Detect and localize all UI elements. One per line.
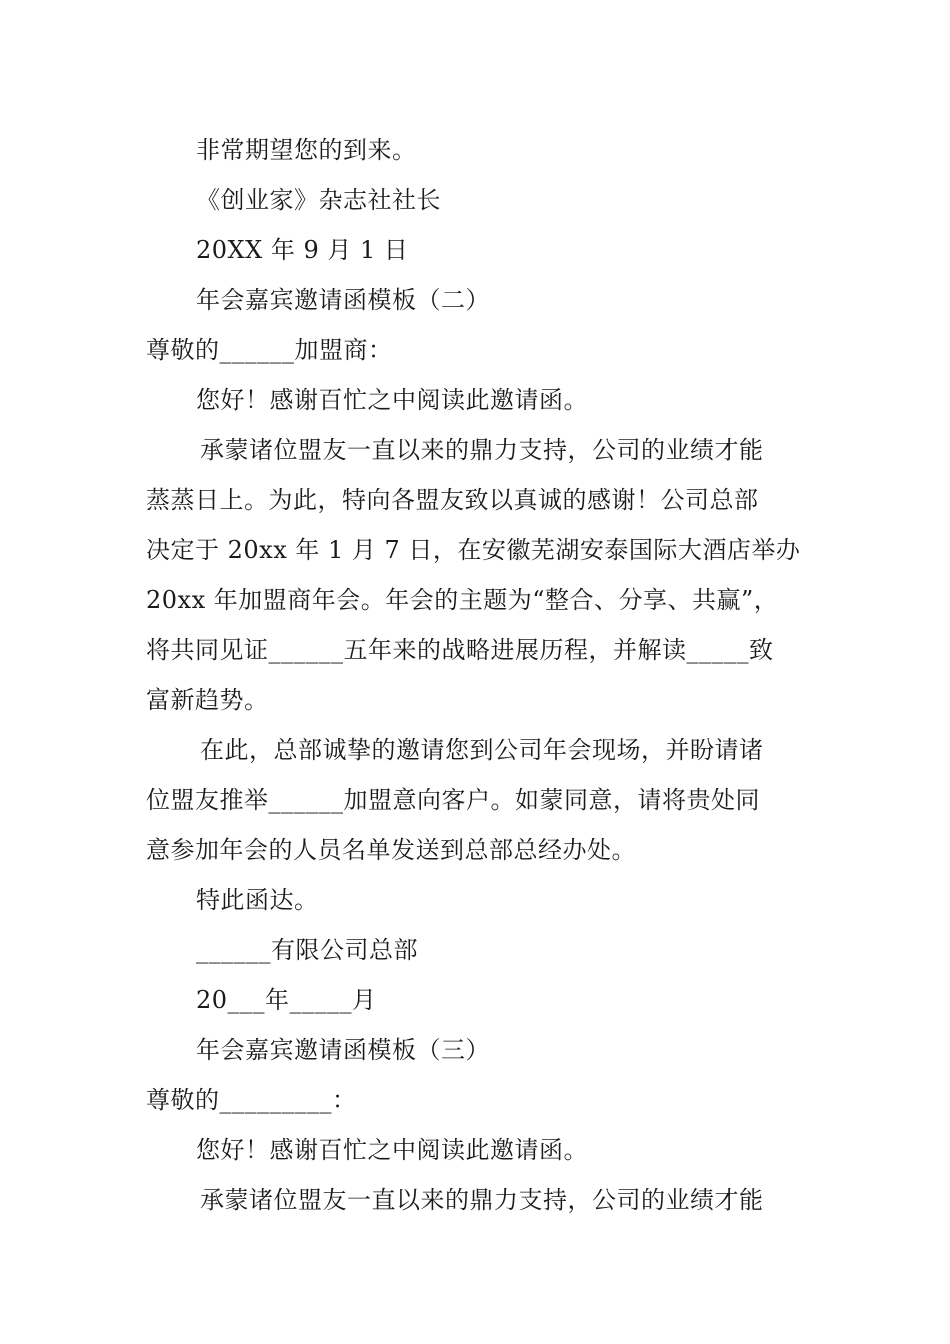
greeting: 您好！感谢百忙之中阅读此邀请函。 [196, 386, 588, 414]
paragraph-line: 承蒙诸位盟友一直以来的鼎力支持，公司的业绩才能 [200, 436, 764, 464]
closing-text: 特此函达。 [196, 886, 319, 914]
paragraph-line: 富新趋势。 [146, 686, 269, 714]
closing-text: 非常期望您的到来。 [196, 136, 417, 164]
paragraph-line: 承蒙诸位盟友一直以来的鼎力支持，公司的业绩才能 [200, 1186, 764, 1214]
section-title: 年会嘉宾邀请函模板（三） [196, 1036, 490, 1064]
signature-text: ______有限公司总部 [196, 936, 418, 964]
signature-text: 《创业家》杂志社社长 [196, 186, 441, 214]
paragraph-line: 20xx 年加盟商年会。年会的主题为“整合、分享、共赢”， [146, 586, 779, 614]
section-title: 年会嘉宾邀请函模板（二） [196, 286, 490, 314]
date-text: 20XX 年 9 月 1 日 [196, 236, 409, 264]
date-text: 20___年_____月 [196, 986, 377, 1014]
paragraph-line: 在此，总部诚挚的邀请您到公司年会现场，并盼请诸 [200, 736, 764, 764]
paragraph-line: 将共同见证______五年来的战略进展历程，并解读_____致 [146, 636, 774, 664]
salutation: 尊敬的______加盟商： [146, 336, 393, 364]
salutation: 尊敬的_________： [146, 1086, 357, 1114]
greeting: 您好！感谢百忙之中阅读此邀请函。 [196, 1136, 588, 1164]
paragraph-line: 位盟友推举______加盟意向客户。如蒙同意，请将贵处同 [146, 786, 760, 814]
paragraph-line: 决定于 20xx 年 1 月 7 日，在安徽芜湖安泰国际大酒店举办 [146, 536, 801, 564]
paragraph-line: 意参加年会的人员名单发送到总部总经办处。 [146, 836, 636, 864]
paragraph-line: 蒸蒸日上。为此，特向各盟友致以真诚的感谢！公司总部 [146, 486, 759, 514]
